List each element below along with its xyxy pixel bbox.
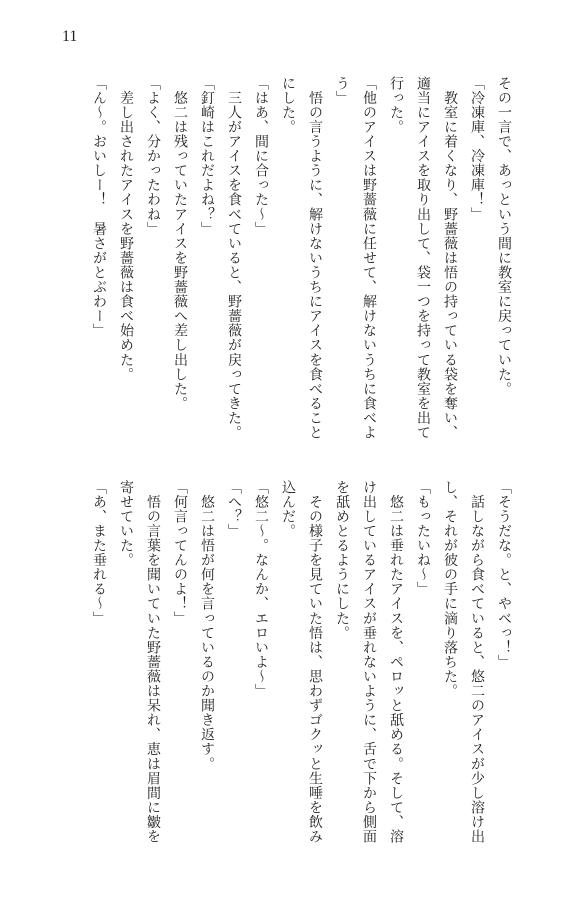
text-block-top — [88, 76, 515, 440]
text-line: 適当にアイスを取り出して、袋一つを持って教室を出て — [415, 76, 431, 440]
text-line: 悠二は垂れたアイスを、ペロッと舐める。そして、溶 — [388, 480, 404, 844]
text-line: 差し出されたアイスを野薔薇は食べ始めた。 — [118, 76, 134, 382]
text-line: 「悠二～。なんか、エロいよ～」 — [253, 480, 269, 699]
text-line: 「はあ、間に合った～」 — [253, 76, 269, 237]
text-line: 悠二は悟が何を言っているのか聞き返す。 — [199, 480, 215, 771]
text-line: し、それが彼の手に滴り落ちた。 — [442, 480, 458, 699]
text-line: 悠二は残っていたアイスを野薔薇へ差し出した。 — [172, 76, 188, 411]
text-line: その一言で、あっという間に教室に戻っていた。 — [496, 76, 512, 397]
text-line: 「他のアイスは野薔薇に任せて、解けないうちに食べよ — [361, 76, 377, 440]
text-line: 話しながら食べていると、悠二のアイスが少し溶け出 — [469, 480, 485, 844]
text-line: を舐めとるようにした。 — [334, 480, 350, 641]
text-line: 寄せていた。 — [118, 480, 134, 568]
text-line: 「へ？」 — [226, 480, 242, 539]
text-line: 行った。 — [388, 76, 404, 135]
text-block-bottom — [88, 480, 515, 844]
text-line: 「あ、また垂れる～」 — [91, 480, 107, 626]
text-line: 「冷凍庫、冷凍庫！」 — [469, 76, 485, 222]
text-line: 「よく、分かったわね」 — [145, 76, 161, 237]
text-line: 込んだ。 — [280, 480, 296, 539]
text-line: その様子を見ていた悟は、思わずゴクッと生唾を飲み — [307, 480, 323, 844]
text-line: 三人がアイスを食べていると、野薔薇が戻ってきた。 — [226, 76, 242, 440]
text-line: にした。 — [280, 76, 296, 135]
text-line: う」 — [334, 76, 350, 106]
text-line: 「ん～。おいしー！ 暑さがとぶわー」 — [91, 76, 107, 338]
text-line: 「もったいね～」 — [415, 480, 431, 597]
text-line: け出しているアイスが垂れないように、舌で下から側面 — [361, 480, 377, 844]
text-line: 悟の言うように、解けないうちにアイスを食べること — [307, 76, 323, 440]
text-line: 「そうだな。と、やべっ！」 — [496, 480, 512, 670]
text-line: 「何言ってんのよ！」 — [172, 480, 188, 626]
text-line: 「釘崎はこれだよね？」 — [199, 76, 215, 237]
page-number: 11 — [62, 28, 78, 45]
text-line: 教室に着くなり、野薔薇は悟の持っている袋を奪い、 — [442, 76, 458, 440]
text-line: 悟の言葉を聞いていた野薔薇は呆れ、恵は眉間に皺を — [145, 480, 161, 844]
